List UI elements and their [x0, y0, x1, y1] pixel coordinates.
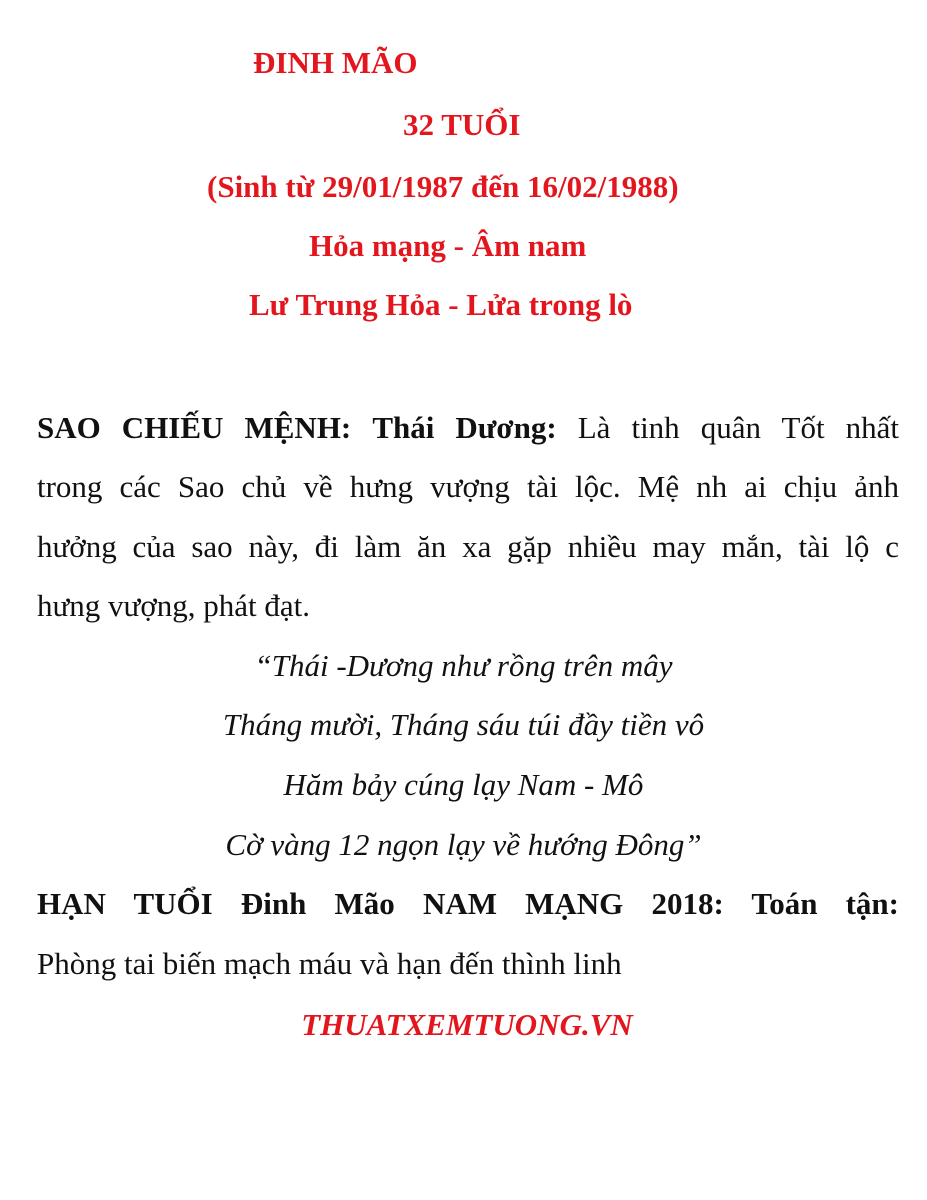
element-desc-line: Lư Trung Hỏa - Lửa trong lò: [249, 287, 633, 322]
star-line-4: hưng vượng, phát đạt.: [37, 588, 310, 623]
star-section-label: SAO CHIẾU MỆNH:: [37, 410, 352, 445]
poem-line-1: “Thái -Dương như rồng trên mây: [254, 648, 673, 683]
poem-line-2: Tháng mười, Tháng sáu túi đầy tiền vô: [222, 707, 705, 742]
star-line-3: hưởng của sao này, đi làm ăn xa gặp nhiều may mắn, tài lộ c: [37, 529, 899, 564]
birth-range: (Sinh từ 29/01/1987 đến 16/02/1988): [207, 169, 679, 204]
element-line: Hỏa mạng - Âm nam: [309, 228, 587, 263]
han-section-text: Phòng tai biến mạch máu và hạn đến thình linh: [37, 946, 622, 981]
han-section-label: HẠN TUỔI Đinh Mão NAM MẠNG 2018: Toán tận:: [37, 886, 899, 921]
star-line-1-text: Là tinh quân Tốt nhất: [577, 410, 899, 445]
website-link[interactable]: THUATXEMTUONG.VN: [301, 1007, 633, 1042]
title-name: ĐINH MÃO: [253, 45, 418, 80]
star-line-2: trong các Sao chủ về hưng vượng tài lộc. Mệ nh ai chịu ảnh: [37, 469, 899, 504]
star-name: Thái Dương:: [372, 410, 557, 445]
poem-line-4: Cờ vàng 12 ngọn lạy về hướng Đông”: [225, 827, 702, 862]
poem-line-3: Hăm bảy cúng lạy Nam - Mô: [283, 767, 644, 802]
star-line-1: [37, 409, 899, 447]
title-age: 32 TUỔI: [403, 107, 521, 142]
